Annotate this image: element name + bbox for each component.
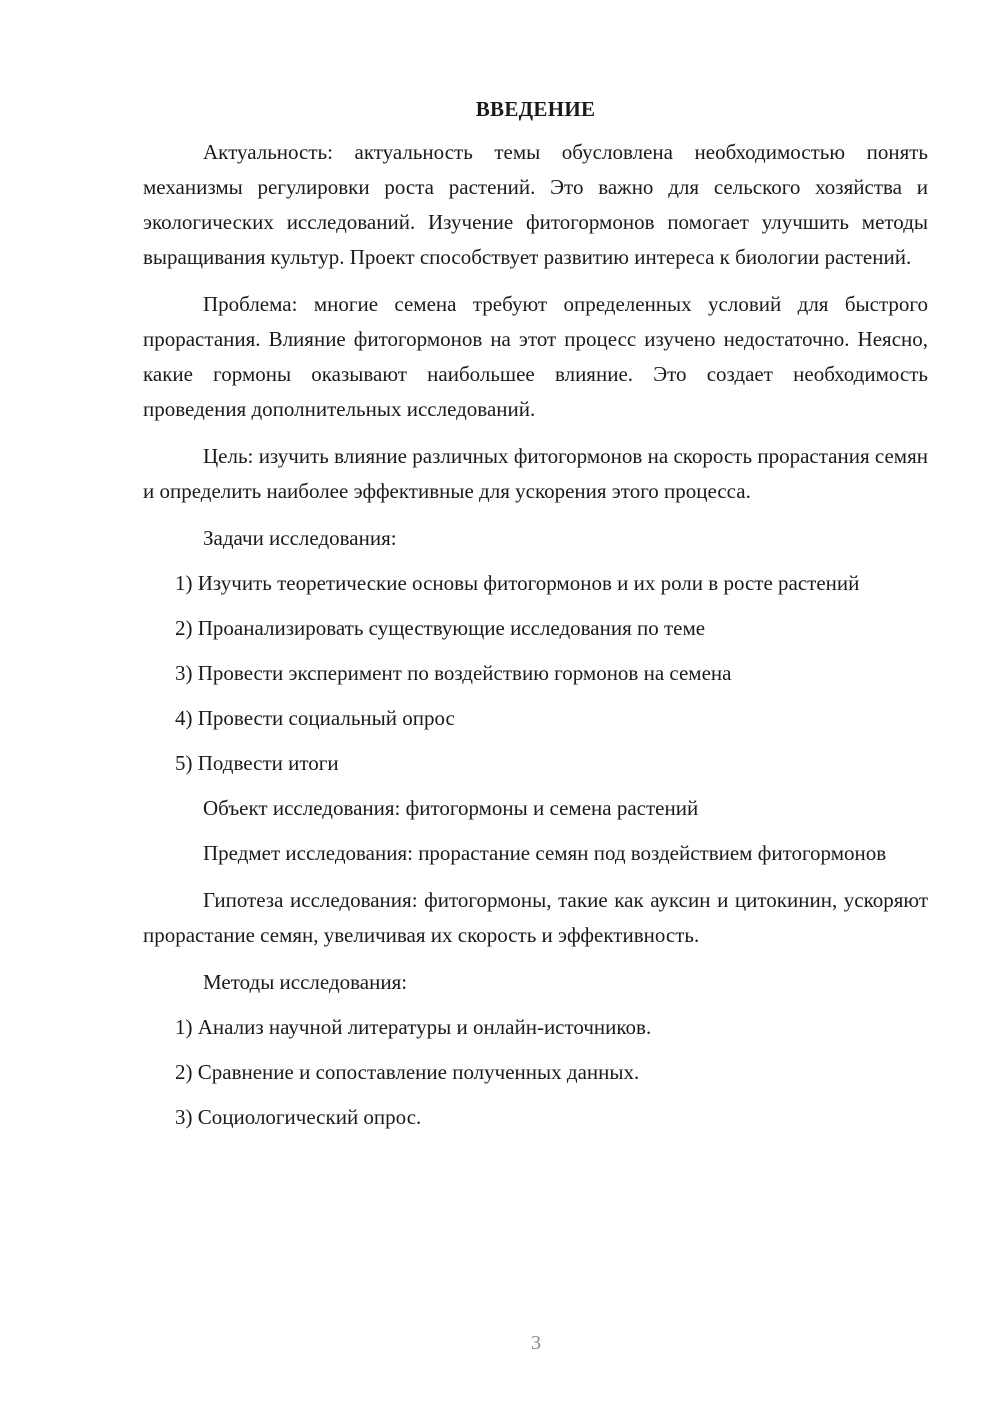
task-item: 3) Провести эксперимент по воздействию гормонов на семена [175,661,732,685]
method-item: 1) Анализ научной литературы и онлайн-источников. [175,1015,652,1039]
task-item: 1) Изучить теоретические основы фитогормонов и их роли в росте растений [175,571,860,595]
task-item: 2) Проанализировать существующие исследования по теме [175,616,706,640]
task-item: 4) Провести социальный опрос [175,706,455,730]
section-heading: ВВЕДЕНИЕ [475,97,596,121]
problem-paragraph: Проблема: многие семена требуют определенных условий для быстрого прорастания. Влияние фитогормонов на этот процесс изучено недостаточно. Неясно, какие гормоны оказывают наибольшее влияние. Это создает необходимость проведения дополнительных исследований. [143,292,928,421]
method-item: 2) Сравнение и сопоставление полученных данных. [175,1060,640,1084]
research-object: Объект исследования: фитогормоны и семена растений [203,796,699,820]
relevance-paragraph: Актуальность: актуальность темы обусловлена необходимостью понять механизмы регулировки роста растений. Это важно для сельского хозяйства и экологических исследований. Изучение фитогормонов помогает улучшить методы выращивания культур. Проект способствует развитию интереса к биологии растений. [143,140,928,269]
tasks-label: Задачи исследования: [203,526,397,550]
page-number: 3 [531,1332,541,1354]
task-item: 5) Подвести итоги [175,751,339,775]
research-subject: Предмет исследования: прорастание семян под воздействием фитогормонов [203,841,887,865]
goal-paragraph: Цель: изучить влияние различных фитогормонов на скорость прорастания семян и определить наиболее эффективные для ускорения этого процесса. [143,444,928,503]
document-page [143,92,928,1145]
research-hypothesis: Гипотеза исследования: фитогормоны, такие как ауксин и цитокинин, ускоряют прорастание семян, увеличивая их скорость и эффективность. [143,888,928,947]
methods-label: Методы исследования: [203,970,408,994]
method-item: 3) Социологический опрос. [175,1105,422,1129]
